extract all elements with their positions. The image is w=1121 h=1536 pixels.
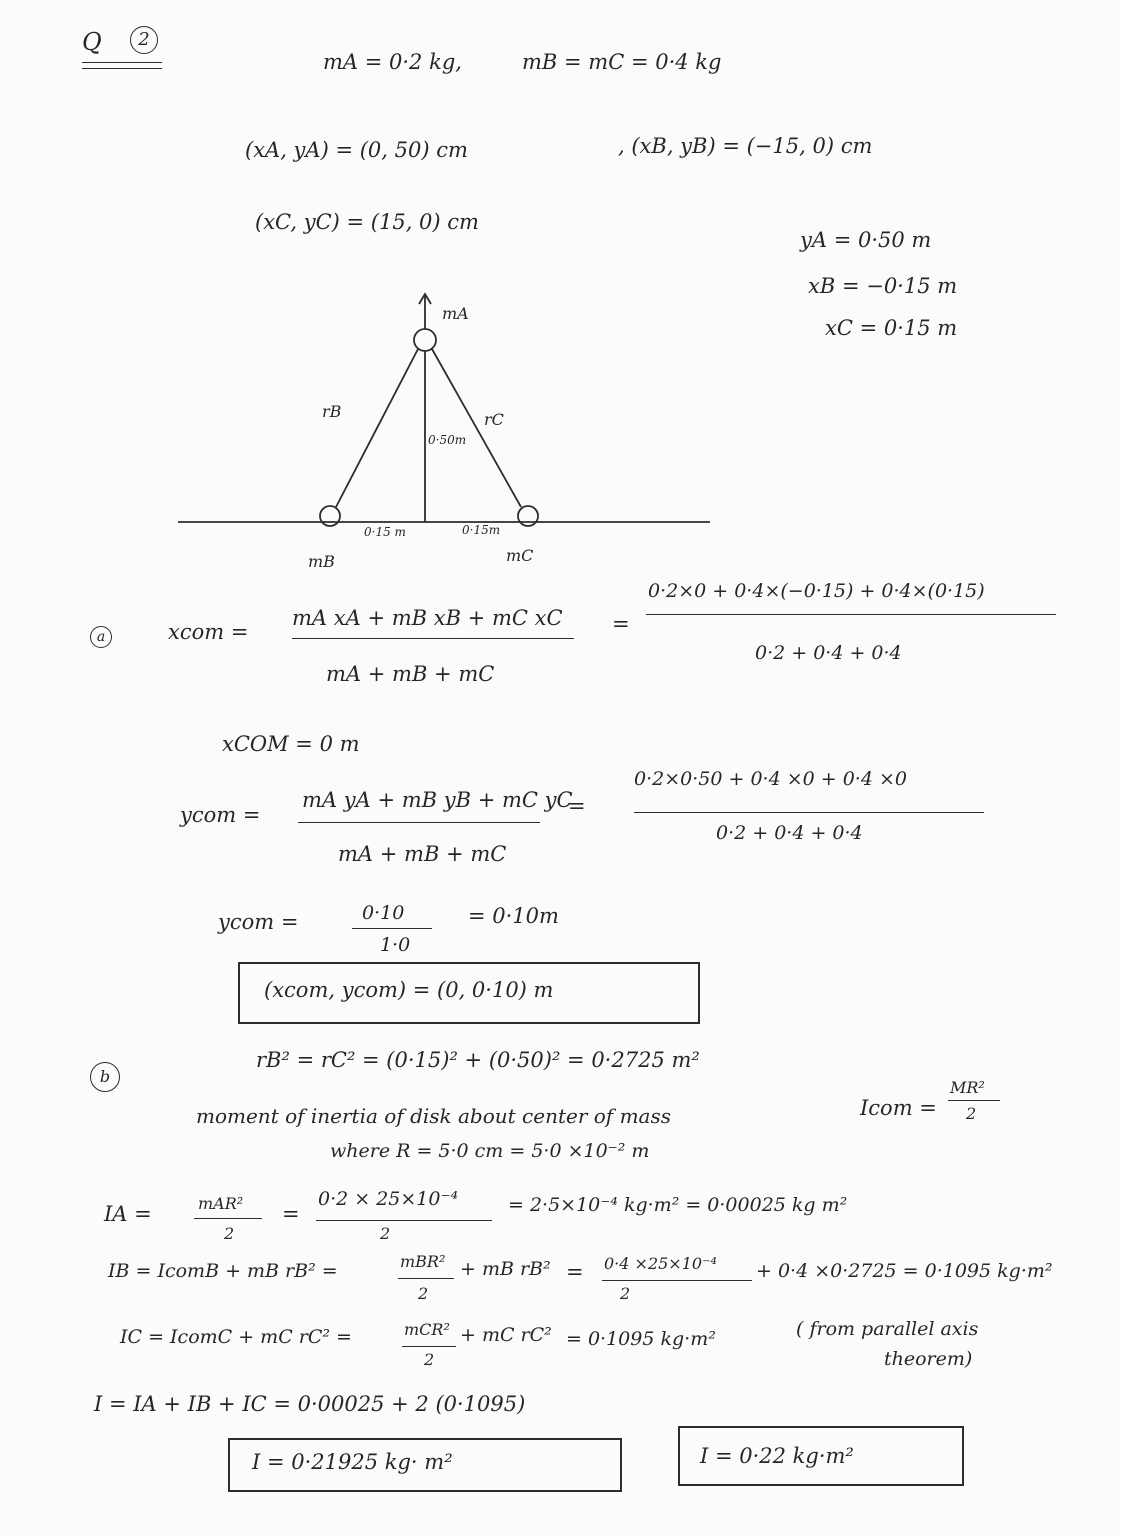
diagram-left-dist: 0·15 m <box>364 525 406 539</box>
ic-denominator: 2 <box>424 1350 435 1369</box>
result-rounded: I = 0·22 kg·m² <box>700 1444 854 1468</box>
coord-a: (xA, yA) = (0, 50) cm <box>245 138 468 162</box>
mass-c-circle <box>518 506 538 526</box>
ic-result: = 0·1095 kg·m² <box>566 1328 716 1350</box>
diagram-mb-label: mB <box>308 552 335 571</box>
diagram-right-dist: 0·15m <box>462 523 501 537</box>
diagram-rb-label: rB <box>322 402 342 421</box>
xc-value: xC = 0·15 m <box>825 316 958 340</box>
icom-denominator: 2 <box>966 1104 977 1123</box>
radius-where: where R = 5·0 cm = 5·0 ×10⁻² m <box>330 1140 650 1162</box>
icom-lhs: Icom = <box>860 1096 937 1120</box>
mass-b-circle <box>320 506 340 526</box>
diagram-mc-label: mC <box>506 546 534 565</box>
ib-equals: = <box>566 1260 584 1284</box>
part-a-marker <box>90 626 112 648</box>
ia-equals: = <box>282 1202 300 1226</box>
ib-value-bar <box>602 1280 752 1281</box>
ib-numerator: mBR² <box>400 1252 446 1271</box>
ycom-equals: = <box>568 794 586 818</box>
ia-bar <box>194 1218 262 1219</box>
ycom-values-bar <box>634 812 984 813</box>
ia-value-numerator: 0·2 × 25×10⁻⁴ <box>318 1188 459 1210</box>
xcom-equals: = <box>612 612 630 636</box>
com-result: (xcom, ycom) = (0, 0·10) m <box>264 978 554 1002</box>
ycom-denominator: mA + mB + mC <box>338 842 507 866</box>
xcom-lhs: xcom = <box>168 620 249 644</box>
ic-lhs: IC = IcomC + mC rC² = <box>120 1326 352 1348</box>
result-exact: I = 0·21925 kg· m² <box>252 1450 453 1474</box>
ycom-numerator: mA yA + mB yB + mC yC <box>302 788 573 812</box>
ycom-fraction-result: = 0·10m <box>468 904 559 928</box>
ib-value-numerator: 0·4 ×25×10⁻⁴ <box>604 1254 717 1273</box>
xcom-denominator: mA + mB + mC <box>326 662 495 686</box>
coord-b: , (xB, yB) = (−15, 0) cm <box>618 134 873 158</box>
parallel-axis-note-1: ( from parallel axis <box>796 1318 979 1340</box>
xcom-result: xCOM = 0 m <box>222 732 360 756</box>
ycom-fraction-bar <box>298 822 540 823</box>
ib-bar <box>398 1278 454 1279</box>
ic-numerator: mCR² <box>404 1320 450 1339</box>
ycom-lhs: ycom = <box>180 803 261 827</box>
mass-a-circle <box>414 329 436 351</box>
xb-value: xB = −0·15 m <box>808 274 958 298</box>
ib-value-denominator: 2 <box>620 1284 631 1303</box>
rc-line <box>432 349 521 507</box>
diagram-rc-label: rC <box>484 410 504 429</box>
xcom-numerator-values: 0·2×0 + 0·4×(−0·15) + 0·4×(0·15) <box>648 580 985 602</box>
ia-lhs: IA = <box>104 1202 152 1226</box>
question-number: 2 <box>138 29 150 50</box>
ycom-numerator-values: 0·2×0·50 + 0·4 ×0 + 0·4 ×0 <box>634 768 907 790</box>
part-b-marker <box>90 1062 120 1092</box>
ic-bar <box>402 1346 456 1347</box>
xcom-denominator-values: 0·2 + 0·4 + 0·4 <box>755 642 902 664</box>
icom-bar <box>948 1100 1000 1101</box>
diagram-height-label: 0·50m <box>428 433 467 447</box>
ia-numerator: mAR² <box>198 1194 244 1213</box>
xcom-fraction-bar <box>292 638 574 639</box>
icom-numerator: MR² <box>950 1078 985 1097</box>
parallel-axis-note-2: theorem) <box>884 1348 973 1370</box>
ycom-fraction-lhs: ycom = <box>218 910 299 934</box>
ib-lhs: IB = IcomB + mB rB² = <box>108 1260 338 1282</box>
ycom-denominator-values: 0·2 + 0·4 + 0·4 <box>716 822 863 844</box>
ycom-fraction-den: 1·0 <box>380 934 411 956</box>
xcom-numerator: mA xA + mB xB + mC xC <box>292 606 563 630</box>
part-a-letter: a <box>96 629 106 645</box>
ib-result: + 0·4 ×0·2725 = 0·1095 kg·m² <box>756 1260 1053 1282</box>
coord-c: (xC, yC) = (15, 0) cm <box>255 210 479 234</box>
ycom-result-bar <box>352 928 432 929</box>
ic-plus: + mC rC² <box>460 1324 552 1346</box>
radius-squared: rB² = rC² = (0·15)² + (0·50)² = 0·2725 m² <box>256 1048 700 1072</box>
part-b-letter: b <box>99 1067 111 1086</box>
ib-denominator: 2 <box>418 1284 429 1303</box>
ia-value-bar <box>316 1220 492 1221</box>
ia-result: = 2·5×10⁻⁴ kg·m² = 0·00025 kg m² <box>508 1194 848 1216</box>
ib-plus: + mB rB² <box>460 1258 551 1280</box>
mass-a: mA = 0·2 kg, <box>323 50 462 74</box>
diagram-ma-label: mA <box>442 304 469 323</box>
xcom-values-bar <box>646 614 1056 615</box>
total-moment: I = IA + IB + IC = 0·00025 + 2 (0·1095) <box>94 1392 526 1416</box>
mass-bc: mB = mC = 0·4 kg <box>522 50 722 74</box>
ia-denominator: 2 <box>224 1224 235 1243</box>
ycom-fraction-num: 0·10 <box>362 902 405 924</box>
moi-text: moment of inertia of disk about center of mass <box>196 1104 671 1128</box>
ia-value-denominator: 2 <box>380 1224 391 1243</box>
ya-value: yA = 0·50 m <box>800 228 932 252</box>
question-prefix: Q <box>82 28 102 56</box>
rb-line <box>336 349 418 507</box>
